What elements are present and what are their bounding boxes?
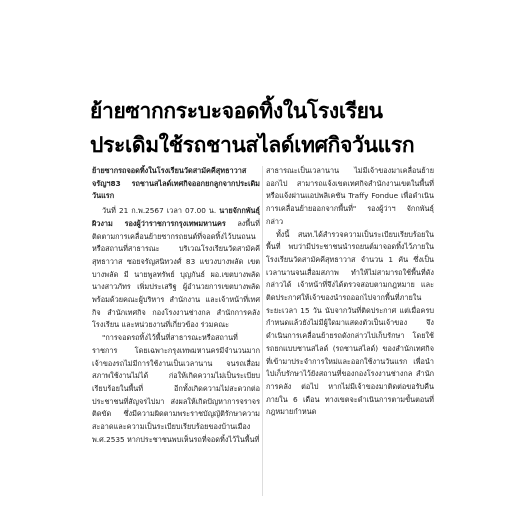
- dateline: วันที่ 21 ก.พ.2567 เวลา 07.00 น.: [102, 206, 217, 216]
- column-divider: [262, 166, 263, 496]
- article-column-right: [266, 165, 434, 419]
- article-text: ลงพื้นที่ติดตามการเคลื่อนย้ายซากรถยนต์ที่จอดทิ้งไว้บนถนนหรือสถานที่สาธารณะ บริเวณโรงเรียนวัดสามัคคีสุทธาวาส ซอยจรัญสนิทวงศ์ 83 แขวงบางพลัด เขตบางพลัด มี นายพูลทรัพย์ บุญกันธ์ ผอ.เขตบางพลัด นางสาวภัทร เพิ่มประเสริฐ ผู้อำนวยการเขตบางพลัด พร้อมด้วยคณะผู้บริหาร สำนักงาน และเจ้าหน้าที่เทศกิจ สำนักเทศกิจ กองโรงงานช่างกล สำนักการคลัง โรงเรียน และหน่วยงานที่เกี่ยวข้อง ร่วมคณะ: [92, 218, 260, 330]
- article-paragraph: ทั้งนี้ สนท.ได้สำรวจความเป็นระเบียบเรียบร้อยในพื้นที่ พบว่ามีประชาชนนำรถยนต์มาจอดทิ้งไว้ภายในโรงเรียนวัดสามัคคีสุทธาวาส จำนวน 1 คัน ซึ่งเป็นเวลานานจนเสื่อมสภาพ ทำให้ไม่สามารถใช้พื้นที่ดังกล่าวได้ เจ้าหน้าที่จึงได้ตรวจสอบตามกฎหมาย และติดประกาศให้เจ้าของนำรถออกไปจากพื้นที่ภายในระยะเวลา 15 วัน นับจากวันที่ติดประกาศ แต่เมื่อครบกำหนดแล้วยังไม่มีผู้ใดมาแสดงตัวเป็นเจ้าของ จึงดำเนินการเคลื่อนย้ายรถดังกล่าวไปเก็บรักษา โดยใช้รถยกแบบชานสไลด์ (รถชานสไลด์) ของสำนักเทศกิจที่เข้ามาประจำการใหม่และออกใช้งานวันแรก เพื่อนำไปเก็บรักษาไว้ยังสถานที่ของกองโรงงานช่างกล สำนักการคลัง ต่อไป หากไม่มีเจ้าของมาติดต่อขอรับคืนภายใน 6 เดือน ทางเขตจะดำเนินการตามขั้นตอนที่กฎหมายกำหนด: [266, 229, 434, 417]
- article-column-left: [92, 165, 260, 446]
- article-paragraph: [92, 205, 260, 332]
- headline-line-2: ประเดิมใช้รถชานสไลด์เทศกิจวันแรก: [90, 133, 415, 157]
- headline-line-1: ย้ายซากกระบะจอดทิ้งในโรงเรียน: [90, 99, 383, 123]
- article-paragraph-continued: สาธารณะเป็นเวลานาน ไม่มีเจ้าของมาเคลื่อนย้ายออกไป สามารถแจ้งเขตเทศกิจสำนักงานเขตในพื้นที่ หรือแจ้งผ่านแอปพลิเคชัน Traffy Fondue เพื่อดำเนินการเคลื่อนย้ายออกจากพื้นที่" รองผู้ว่าฯ จักกพันธุ์ กล่าว: [266, 166, 434, 226]
- quote-paragraph: "การจอดรถทิ้งไว้พื้นที่สาธารณะหรือสถานที่ราชการ โดยเฉพาะกรุงเทพมหานครมีจำนวนมากเจ้าของรถไม่มีการใช้งานเป็นเวลานาน จนรถเสื่อมสภาพใช้งานไม่ได้ ก่อให้เกิดความไม่เป็นระเบียบเรียบร้อยในพื้นที่ อีกทั้งเกิดความไม่สะดวกต่อประชาชนที่สัญจรไปมา ส่งผลให้เกิดปัญหาการจราจรติดขัด ซึ่งมีความผิดตามพระราชบัญญัติรักษาความสะอาดและความเป็นระเบียบเรียบร้อยของบ้านเมือง พ.ศ.2535 หากประชาชนพบเห็นรถที่จอดทิ้งไว้ในพื้นที่: [92, 333, 260, 444]
- lead-paragraph: ย้ายซากรถจอดทิ้งในโรงเรียนวัดสามัคคีสุทธาวาส จรัญฯ83 รถชานสไลด์เทศกิจออกยกลูกจากประเดิมวันแรก: [92, 166, 260, 201]
- byline-name: นายจักกพันธุ์ ผิวงาม รองผู้ว่าราชการกรุงเทพมหานคร: [92, 206, 260, 228]
